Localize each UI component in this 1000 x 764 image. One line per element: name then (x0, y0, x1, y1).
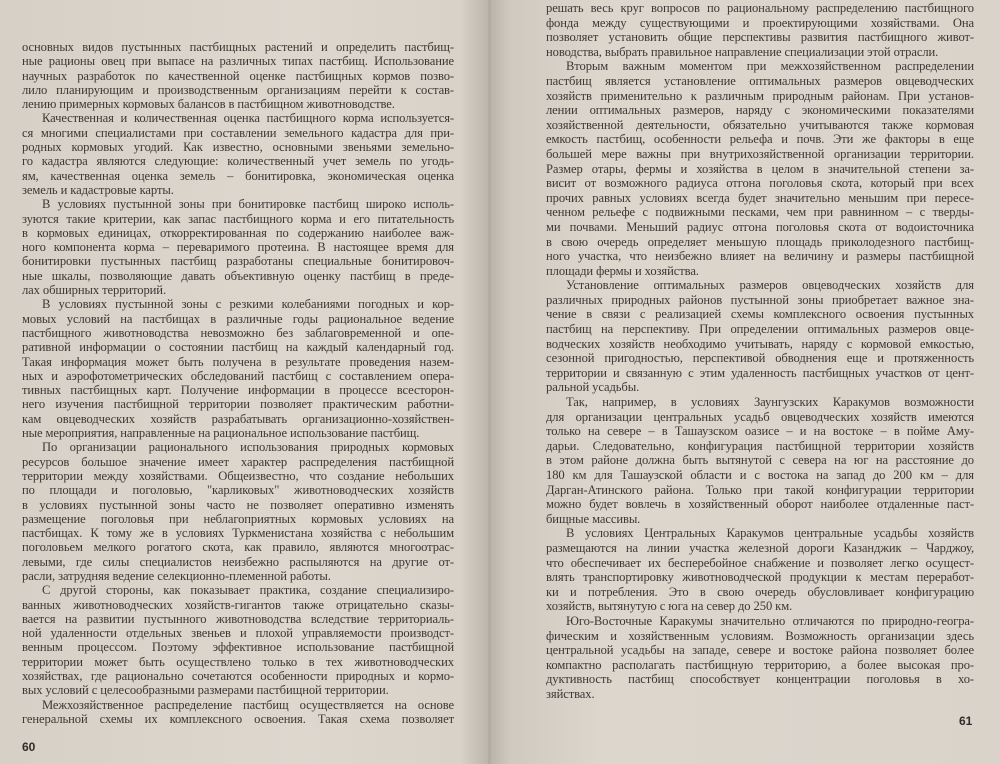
text-line: мовых условий на пастбищах в различные годы рациональное ведение (22, 311, 454, 326)
text-line: влять транспортировку животноводческой продукции к местам переработ- (546, 570, 974, 585)
text-line: хозяйственной деятельности, обязательно учитываются также кормовая (546, 117, 974, 132)
text-line: хозяйств, вытянутую с юга на север до 250 км. (546, 599, 793, 614)
page-61-text (546, 1, 974, 702)
text-line: ральной усадьбы. (546, 380, 640, 395)
text-line: зуются такие критерии, как запас пастбищного корма и его питательность (22, 211, 454, 226)
text-line: территории может быть осуществлено только в тех животноводческих (22, 654, 454, 669)
paragraph (546, 59, 974, 278)
text-line: размещаются на линии участка железной дороги Казанджик – Чарджоу, (546, 540, 974, 555)
text-line: хозяйствах, где рационально сочетаются особенности природных и кормо- (22, 669, 454, 684)
text-line: пастбищ является установление оптимальных размеров овцеводческих (546, 73, 974, 88)
text-line: ми почвами. Меньший радиус отгона поголовья скота от водоисточника (546, 219, 974, 234)
page-number-61: 61 (959, 714, 973, 728)
text-line: ного компонента корма – переваримого протеина. В настоящее время для (22, 240, 454, 255)
text-line: сезонной пригодностью, перспективой обводнения еще и протяженность (546, 351, 974, 366)
paragraph (22, 197, 454, 297)
text-line: научных разработок по качественной оценке пастбищных кормов позво- (22, 68, 454, 83)
text-line: фическим и хозяйственным условиям. Возможность организации здесь (546, 628, 974, 643)
text-line: лах обширных территорий. (22, 283, 166, 298)
text-line: новодства, выбрать правильное направление специализации этой отрасли. (546, 44, 939, 59)
text-line: различных природных районов пустынной зоны приобретает важное зна- (546, 292, 974, 307)
paragraph (22, 583, 454, 697)
text-line: По организации рационального использования природных кормовых (42, 440, 454, 455)
text-line: чение в связи с реализацией схемы комплексного освоения пустынных (546, 307, 974, 322)
text-line: прочих равных условиях всегда будет значительно меньшим при пересе- (546, 190, 974, 205)
text-line: в кормовых единицах, откорректированная по содержанию наиболее важ- (22, 225, 454, 240)
paragraph (546, 1, 974, 59)
text-line: что обеспечивает их бесперебойное снабжение и позволяет легко осущест- (546, 555, 974, 570)
text-line: лению примерных кормовых балансов в пастбищном животноводстве. (22, 97, 395, 112)
text-line: дарьи. Следовательно, конфигурация пастбищной территории хозяйств (546, 438, 974, 453)
text-line: по площади и поголовью, "карликовых" животноводческих хозяйств (22, 483, 454, 498)
text-line: водческих хозяйств необходимо учитывать, наряду с кормовой емкостью, (546, 336, 974, 351)
paragraph (546, 395, 974, 526)
text-line: тивных пастбищных карт. Получение информации в процессе всесторон- (22, 383, 454, 398)
text-line: родных кормовых угодий. Как известно, основными звеньями земельно- (22, 140, 454, 155)
text-line: компактно располагать пастбищную территорию, а более высокая про- (546, 657, 974, 672)
paragraph (546, 526, 974, 614)
text-line: Межхозяйственное распределение пастбищ осуществляется на основе (42, 697, 454, 712)
text-line: хозяйств применительно к различным природным районам. При установ- (546, 88, 974, 103)
text-line: лило планирующим и производственным организациям перейти к состав- (22, 82, 454, 97)
text-line: го кадастра являются следующие: количественный учет земель по угодь- (22, 154, 454, 169)
text-line: ной удаленности отдельных звеньев и плохой управляемости производст- (22, 626, 454, 641)
text-line: вых условий с целесообразными размерами пастбищной территории. (22, 683, 389, 698)
text-line: дуктивность пастбищ способствует концентрации поголовья в хо- (546, 672, 974, 687)
text-line: ративной информации о состоянии пастбищ на каждый календарный год. (22, 340, 454, 355)
text-line: ресурсов большое значение имеет характер распределения пастбищной (22, 454, 454, 469)
text-line: 180 км для Ташаузской области и с востока на запад до 200 км – для (546, 468, 974, 482)
text-line: в условиях пустынной зоны часто не позволяет оперативно изменять (22, 497, 454, 512)
paragraph (22, 698, 454, 727)
page-60-text (22, 40, 454, 726)
text-line: большей мере важны при внутрихозяйственной организации территории. (546, 146, 974, 161)
text-line: ных и аэрофотометрических обследований пастбищ с составлением опера- (22, 368, 454, 383)
text-line: ям, качественная оценка земель – бонитировка, экономическая оценка (22, 168, 454, 183)
text-line: размещение поголовья при неблагоприятных кормовых условиях на (22, 511, 454, 526)
text-line: основных видов пустынных пастбищных растений и определить пастбищ- (22, 40, 454, 54)
text-line: ные шкалы, позволяющие давать объективную оценку пастбищ в преде- (22, 268, 454, 283)
text-line: земель и кадастровые карты. (22, 182, 174, 197)
text-line: Установление оптимальных размеров овцеводческих хозяйств для (566, 278, 974, 293)
text-line: Дарган-Атинского района. Только при такой конфигурации территории (546, 482, 974, 497)
text-line: в этом районе должна быть вытянутой с севера на юг на расстояние до (546, 453, 974, 468)
page-number-60: 60 (22, 740, 36, 754)
text-line: С другой стороны, как показывает практика, создание специализиро- (42, 583, 454, 598)
text-line: пастбищного животноводства невозможно без заблаговременной и опе- (22, 325, 454, 340)
text-line: позволяет установить общие перспективы развития пастбищного живот- (546, 30, 974, 45)
text-line: зяйствах. (546, 686, 595, 701)
text-line: Такая информация может быть получена в результате проведения назем- (22, 354, 454, 369)
paragraph (546, 278, 974, 395)
text-line: территории между хозяйствами. Общеизвестно, что создание небольших (22, 468, 454, 483)
text-line: ные мероприятия, направленные на рациональное использование пастбищ. (22, 426, 420, 441)
text-line: ные рационы овец при выпасе на различных типах пастбищ. Использование (22, 54, 454, 69)
text-line: пастбищах. К тому же в условиях Туркменистана хозяйства с небольшим (22, 526, 454, 541)
text-line: можно будет вовлечь в хозяйственный оборот наиболее отдаленные паст- (546, 497, 974, 512)
paragraph (22, 440, 454, 583)
text-line: ченном рельефе с подвижными песками, чем при равнинном – с тверды- (546, 205, 974, 220)
text-line: поголовьем мелкого рогатого скота, как правило, являются многоотрас- (22, 540, 454, 555)
text-line: бищные массивы. (546, 511, 641, 526)
text-line: бонитировки пустынных пастбищ разработаны специальные бонитировоч- (22, 254, 454, 269)
text-line: территории и связанную с этим удаленность пастбищных участков от цент- (546, 365, 974, 380)
text-line: емкость пастбищ, особенности рельефа и почв. Эти же факторы в еще (546, 132, 974, 147)
text-line: Так, например, в условиях Заунгузских Каракумов возможности (566, 395, 974, 410)
text-line: В условиях пустынной зоны при бонитировке пастбищ широко исполь- (42, 197, 454, 212)
text-line: В условиях Центральных Каракумов центральные усадьбы хозяйств (566, 526, 974, 541)
text-line: В условиях пустынной зоны с резкими колебаниями погодных и кор- (42, 297, 454, 312)
text-line: лении оптимальных размеров, наряду с экономическими показателями (546, 103, 974, 118)
text-line: генеральной схемы их комплексного освоения. Такая схема позволяет (22, 711, 454, 726)
text-line: ся многими специалистами при составлении земельного кадастра для при- (22, 125, 454, 140)
text-line: в свою очередь определяет меньшую площадь приколодезного пастбищ- (546, 234, 974, 249)
text-line: для организации центральных усадьб овцеводческих хозяйств имеются (546, 409, 974, 424)
text-line: решать весь круг вопросов по рациональному распределению пастбищного (546, 1, 974, 15)
text-line: расли, затрудняя ведение селекционно-племенной работы. (22, 568, 331, 583)
text-line: вается на развитии пустынного животноводства вследствие территориаль- (22, 611, 454, 626)
text-line: левыми, где силы специалистов неизбежно распыляются на другие от- (22, 554, 454, 569)
text-line: висит от возможного радиуса отгона поголовья скота, который при всех (546, 176, 974, 191)
text-line: ки и потребления. Это в свою очередь обусловливает конфигурацию (546, 584, 974, 599)
paragraph (22, 111, 454, 197)
text-line: фонда между существующими и проектирующими хозяйствами. Она (546, 15, 974, 30)
text-line: кам овцеводческих хозяйств разрабатывать организационно-хозяйствен- (22, 411, 454, 426)
text-line: Юго-Восточные Каракумы значительно отличаются по природно-геогра- (566, 613, 974, 628)
text-line: венным процессом. Поэтому эффективное использование пастбищной (22, 640, 454, 655)
text-line: только на севере – в Ташаузском оазисе – и на востоке – в пойме Аму- (546, 424, 974, 439)
text-line: пастбищ на перспективу. При определении оптимальных размеров овце- (546, 322, 974, 337)
paragraph (22, 297, 454, 440)
text-line: Вторым важным моментом при межхозяйственном распределении (566, 59, 974, 74)
text-line: ванных животноводческих хозяйств-гигантов также отрицательно сказы- (22, 597, 454, 612)
text-line: него изучения пастбищной территории позволяет практическим работни- (22, 397, 454, 412)
text-line: площади фермы и хозяйства. (546, 263, 699, 278)
paragraph (22, 40, 454, 111)
text-line: центральной усадьбы на западе, севере и востоке района позволяет более (546, 643, 974, 658)
text-line: Размер отары, фермы и хозяйства в целом в значительной степени за- (546, 161, 974, 176)
paragraph (546, 614, 974, 702)
text-line: Качественная и количественная оценка пастбищного корма используется- (42, 111, 454, 126)
book-gutter (488, 0, 491, 764)
text-line: ного участка, что неизбежно влияет на величину и размеры пастбищной (546, 249, 974, 264)
